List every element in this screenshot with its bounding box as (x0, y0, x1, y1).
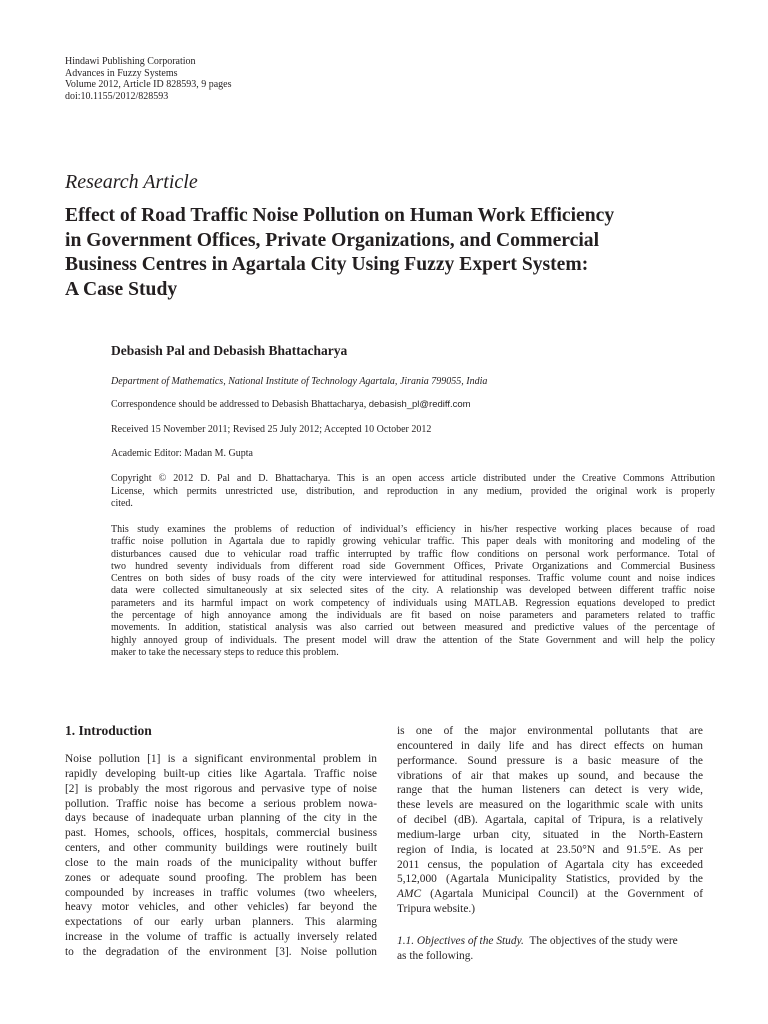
body-line: centers, and other community buildings were routinely built (65, 842, 377, 855)
journal-masthead (65, 56, 465, 102)
copyright-line: cited. (111, 498, 133, 509)
abstract-line: movements. In addition, statistical analysis was also carried out between measured and predictive values of the percentage of (111, 622, 715, 634)
correspondence-email[interactable]: debasish_pl@rediff.com (368, 399, 471, 410)
publisher-name: Hindawi Publishing Corporation (65, 56, 196, 67)
body-line: medium-large urban city, situated in the North-Eastern (397, 828, 703, 841)
abstract-line: Centres on both sides of busy roads of the city were interviewed for attitudinal responses. Traffic volume count and noise indices (111, 573, 715, 585)
correspondence (111, 399, 715, 412)
abstract-line: disturbances caused due to vehicular road traffic interrupted by traffic flow conditions on personal work performance. Total of (111, 548, 715, 560)
subsection-line: as the following. (397, 949, 474, 962)
copyright-line: License, which permits unrestricted use, distribution, and reproduction in any medium, provided the original work is properly (111, 485, 715, 497)
abstract-line: This study examines the problems of reduction of individual’s efficiency in his/her respective working places because of road (111, 524, 715, 535)
intro-left-column (65, 752, 377, 960)
body-line: expectations of our early urban planners. This alarming (65, 916, 377, 929)
body-line: to the degradation of the environment [3]. Noise pollution (65, 945, 377, 958)
amc-abbrev: AMC (397, 888, 422, 901)
body-line: performance. Sound pressure is a basic measure of the (397, 754, 703, 767)
abstract-line: the percentage of high annoyance among the individuals are fit based on noise parameters and parameters related to traffic (111, 610, 715, 622)
subsection-objectives (397, 934, 703, 964)
correspondence-text: Correspondence should be addressed to Debasish Bhattacharya, (111, 399, 367, 410)
affiliation: Department of Mathematics, National Institute of Technology Agartala, Jirania 799055, India (111, 376, 488, 387)
abstract-line: parameters and its harmful impact on work competency of individuals using MATLAB. Regression equations developed to predict (111, 597, 715, 609)
body-line: pollution. Traffic noise has become a serious problem nowa- (65, 797, 377, 810)
body-line: Noise pollution [1] is a significant environmental problem in (65, 753, 377, 765)
subsection-line (397, 935, 678, 947)
body-line: 2011 census, the population of Agartala city has exceeded (397, 858, 703, 871)
body-line: of decibel (dB). Agartala, capital of Tripura, is a relatively (397, 814, 703, 827)
abstract-line: data were collected simultaneously at six selected sites of the city. A relationship was developed between different traffic noise (111, 585, 715, 597)
copyright-notice (111, 473, 715, 511)
abstract-line: maker to take the necessary steps to reduce this problem. (111, 646, 339, 658)
abstract-line: highly annoyed group of individuals. The present model will draw the attention of the State Government and will help the policy (111, 634, 715, 646)
abstract-line: two hundred seventy individuals from different road side Government Offices, Private Organizations and Commercial Business (111, 560, 715, 572)
body-line: compounded by increases in traffic volumes (two wheelers, (65, 886, 377, 899)
body-line: zones or adequate sound proofing. The problem has been (65, 871, 377, 884)
body-line: rapidly developing built-up cities like Agartala. Traffic noise (65, 767, 377, 780)
received-dates: Received 15 November 2011; Revised 25 July 2012; Accepted 10 October 2012 (111, 424, 432, 435)
title-line: in Government Offices, Private Organizations, and Commercial (65, 229, 600, 251)
body-line: days because of inadequate urban planning of the city in the (65, 812, 377, 825)
body-line: region of India, is located at 23.50°N and 91.5°E. As per (397, 843, 703, 856)
subsection-text: The objectives of the study were (529, 935, 678, 947)
body-line: range that the human listeners can detect is very wide, (397, 784, 703, 797)
body-line: close to the main roads of the municipality without buffer (65, 856, 377, 869)
body-line: is one of the major environmental pollutants that are (397, 725, 703, 737)
volume-info: Volume 2012, Article ID 828593, 9 pages (65, 79, 232, 90)
title-line: Effect of Road Traffic Noise Pollution on Human Work Efficiency (65, 205, 615, 226)
body-line: encountered in daily life and has direct effects on human (397, 739, 703, 752)
section-heading-introduction: 1. Introduction (65, 723, 152, 738)
body-line: Tripura website.) (397, 903, 476, 916)
journal-name: Advances in Fuzzy Systems (65, 67, 178, 79)
doi: doi:10.1155/2012/828593 (65, 90, 169, 102)
body-line: increase in the volume of traffic is actually inversely related (65, 931, 377, 944)
academic-editor: Academic Editor: Madan M. Gupta (111, 448, 253, 459)
author-list: Debasish Pal and Debasish Bhattacharya (111, 343, 348, 358)
body-line: [2] is probably the most rigorous and pervasive type of noise (65, 782, 377, 795)
subsection-heading: 1.1. Objectives of the Study. (397, 935, 524, 947)
body-line: these levels are measured on the logarithmic scale with units (397, 799, 703, 812)
body-line: vibrations of air that makes up sound, and because the (397, 769, 703, 782)
abstract (111, 524, 715, 659)
copyright-line: Copyright © 2012 D. Pal and D. Bhattacharya. This is an open access article distributed under the Creative Commons Attribution (111, 473, 715, 484)
body-line: past. Homes, schools, offices, hospitals, commercial business (65, 827, 377, 840)
body-line (397, 887, 703, 902)
article-title (65, 204, 715, 302)
intro-right-column (397, 724, 703, 917)
body-line: heavy motor vehicles, and other vehicles) far beyond the (65, 901, 377, 914)
title-line: A Case Study (65, 278, 178, 300)
article-type: Research Article (65, 171, 198, 193)
body-line: 5,12,000 (Agartala Municipality Statistics, provided by the (397, 873, 703, 886)
abstract-line: traffic noise pollution in Agartala due to rapidly growing vehicular traffic. This paper deals with monitoring and modeling of the (111, 536, 715, 548)
title-line: Business Centres in Agartala City Using Fuzzy Expert System: (65, 254, 589, 275)
body-line-rest: (Agartala Municipal Council) at the Government of (430, 888, 703, 901)
